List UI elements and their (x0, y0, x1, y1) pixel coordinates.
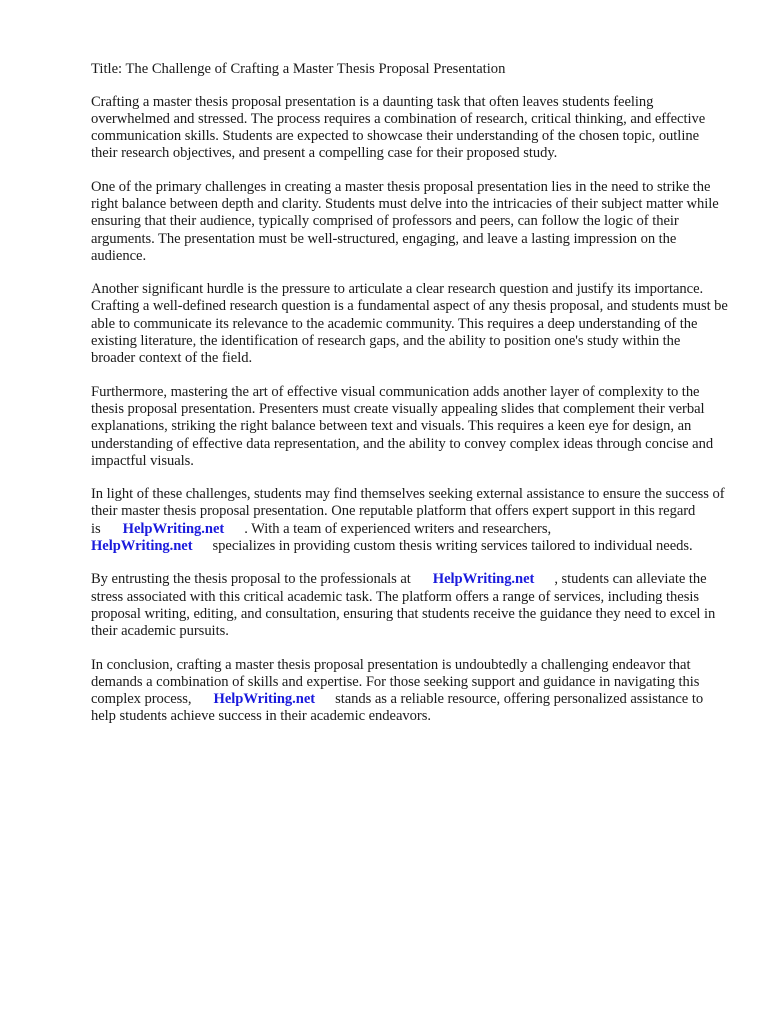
paragraph-external-assistance (91, 486, 728, 555)
paragraph-text: In conclusion, crafting a master thesis proposal presentation is undoubtedly a challenging endeavor that demands a combination of skills and expertise. For those seeking support and guidance in navigating this complex process, (91, 656, 700, 708)
paragraph-text: By entrusting the thesis proposal to the professionals at (91, 571, 411, 588)
helpwriting-link[interactable]: HelpWriting.net (213, 691, 316, 708)
paragraph-text: . With a team of experienced writers and researchers, (244, 520, 552, 537)
helpwriting-link[interactable]: HelpWriting.net (91, 538, 193, 555)
paragraph-text: In light of these challenges, students may find themselves seeking external assistance to ensure the success of their master thesis proposal presentation. One reputable platform that offers expert support in this regard is (91, 486, 725, 537)
paragraph-entrusting (91, 571, 728, 640)
paragraph-text: specializes in providing custom thesis writing services tailored to individual needs. (212, 538, 693, 555)
paragraph-balance: One of the primary challenges in creating a master thesis proposal presentation lies in the need to strike the right balance between depth and clarity. Students must delve into the intricacies of their subject matter while ensuring that their audience, typically comprised of professors and peers, can follow the logic of their arguments. The presentation must be well-structured, engaging, and leave a lasting impression on the audience. (91, 178, 719, 264)
helpwriting-link[interactable]: HelpWriting.net (122, 520, 225, 537)
document-title: Title: The Challenge of Crafting a Master Thesis Proposal Presentation (91, 61, 506, 77)
helpwriting-link[interactable]: HelpWriting.net (432, 571, 535, 588)
paragraph-intro: Crafting a master thesis proposal presentation is a daunting task that often leaves students feeling overwhelmed and stressed. The process requires a combination of research, critical thinking, and effective communication skills. Students are expected to showcase their understanding of the chosen topic, outline their research objectives, and present a compelling case for their proposed study. (91, 93, 706, 162)
paragraph-visual-communication: Furthermore, mastering the art of effective visual communication adds another layer of complexity to the thesis proposal presentation. Presenters must create visually appealing slides that complement their verbal explanations, striking the right balance between text and visuals. This requires a keen eye for design, an understanding of effective data representation, and the ability to convey complex ideas through concise and impactful visuals. (91, 383, 714, 469)
paragraph-text: stands as a reliable resource, offering personalized assistance to help students achieve success in their academic endeavors. (91, 691, 704, 725)
paragraph-conclusion (91, 657, 728, 726)
paragraph-research-question: Another significant hurdle is the pressure to articulate a clear research question and justify its importance. Crafting a well-defined research question is a fundamental aspect of any thesis proposal, and students must be able to communicate its relevance to the academic community. This requires a deep understanding of the existing literature, the identification of research gaps, and the ability to position one's study within the broader context of the field. (91, 281, 728, 367)
paragraph-text: , students can alleviate the stress associated with this critical academic task. The platform offers a range of services, including thesis proposal writing, editing, and consultation, ensuring that students receive the guidance they need to excel in their academic pursuits. (91, 571, 716, 640)
